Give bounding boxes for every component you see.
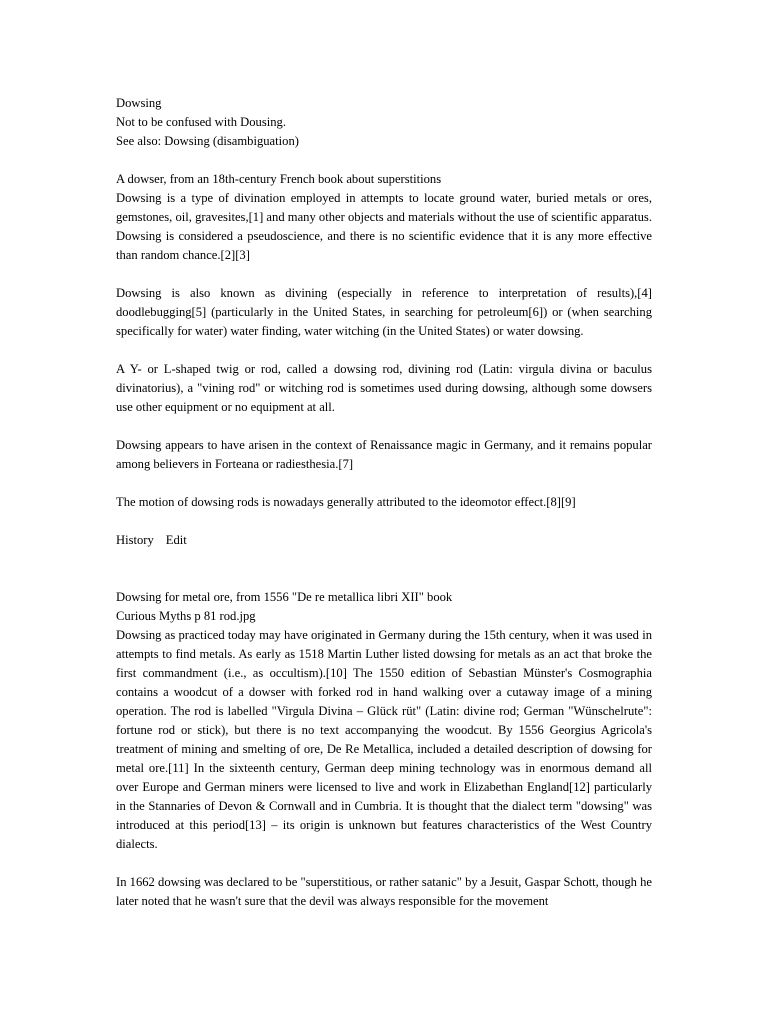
edit-link[interactable]: Edit: [165, 533, 187, 547]
intro-paragraph: Dowsing appears to have arisen in the context of Renaissance magic in Germany, and it remains popular among believers in Forteana or radiesthesia.[7]: [116, 438, 652, 471]
document-page: [116, 94, 652, 911]
intro-paragraph: The motion of dowsing rods is nowadays generally attributed to the ideomotor effect.[8][9]: [116, 495, 576, 509]
image-filename[interactable]: Curious Myths p 81 rod.jpg: [116, 609, 256, 623]
image-caption: Dowsing for metal ore, from 1556 "De re metallica libri XII" book: [116, 590, 453, 604]
hatnote-see-also[interactable]: See also: Dowsing (disambiguation): [116, 134, 299, 148]
history-paragraph: In 1662 dowsing was declared to be "superstitious, or rather satanic" by a Jesuit, Gaspar Schott, though he later noted that he wasn't sure that the devil was always responsible for the movement: [116, 875, 652, 908]
hatnote-not-confused[interactable]: Not to be confused with Dousing.: [116, 115, 286, 129]
section-heading-history: [116, 531, 652, 550]
history-heading: History: [116, 533, 154, 547]
history-paragraph: Dowsing as practiced today may have originated in Germany during the 15th century, when it was used in attempts to find metals. As early as 1518 Martin Luther listed dowsing for metals as an act that broke the first commandment (i.e., as occultism).[10] The 1550 edition of Sebastian Münster's Cosmographia contains a woodcut of a dowser with forked rod in hand walking over a cutaway image of a mining operation. The rod is labelled "Virgula Divina – Glück rüt" (Latin: divine rod; German "Wünschelrute": fortune rod or stick), but there is no text accompanying the woodcut. By 1556 Georgius Agricola's treatment of mining and smelting of ore, De Re Metallica, included a detailed description of dowsing for metal ore.[11] In the sixteenth century, German deep mining technology was in enormous demand all over Europe and German miners were licensed to live and work in Elizabethan England[12] particularly in the Stannaries of Devon & Cornwall and in Cumbria. It is thought that the dialect term "dowsing" was introduced at this period[13] – its origin is unknown but features characteristics of the West Country dialects.: [116, 628, 652, 851]
page-title: Dowsing: [116, 96, 162, 110]
intro-paragraph: Dowsing is also known as divining (especially in reference to interpretation of results),[4] doodlebugging[5] (particularly in the United States, in searching for petroleum[6]) or (when searching specifically for water) water finding, water witching (in the United States) or water dowsing.: [116, 286, 652, 338]
image-caption: A dowser, from an 18th-century French book about superstitions: [116, 172, 442, 186]
intro-paragraph: Dowsing is a type of divination employed in attempts to locate ground water, buried metals or ores, gemstones, oil, gravesites,[1] and many other objects and materials without the use of scientific apparatus. Dowsing is considered a pseudoscience, and there is no scientific evidence that it is any more effective than random chance.[2][3]: [116, 191, 652, 262]
intro-paragraph: A Y- or L-shaped twig or rod, called a dowsing rod, divining rod (Latin: virgula divina or baculus divinatorius), a "vining rod" or witching rod is sometimes used during dowsing, although some dowsers use other equipment or no equipment at all.: [116, 362, 652, 414]
